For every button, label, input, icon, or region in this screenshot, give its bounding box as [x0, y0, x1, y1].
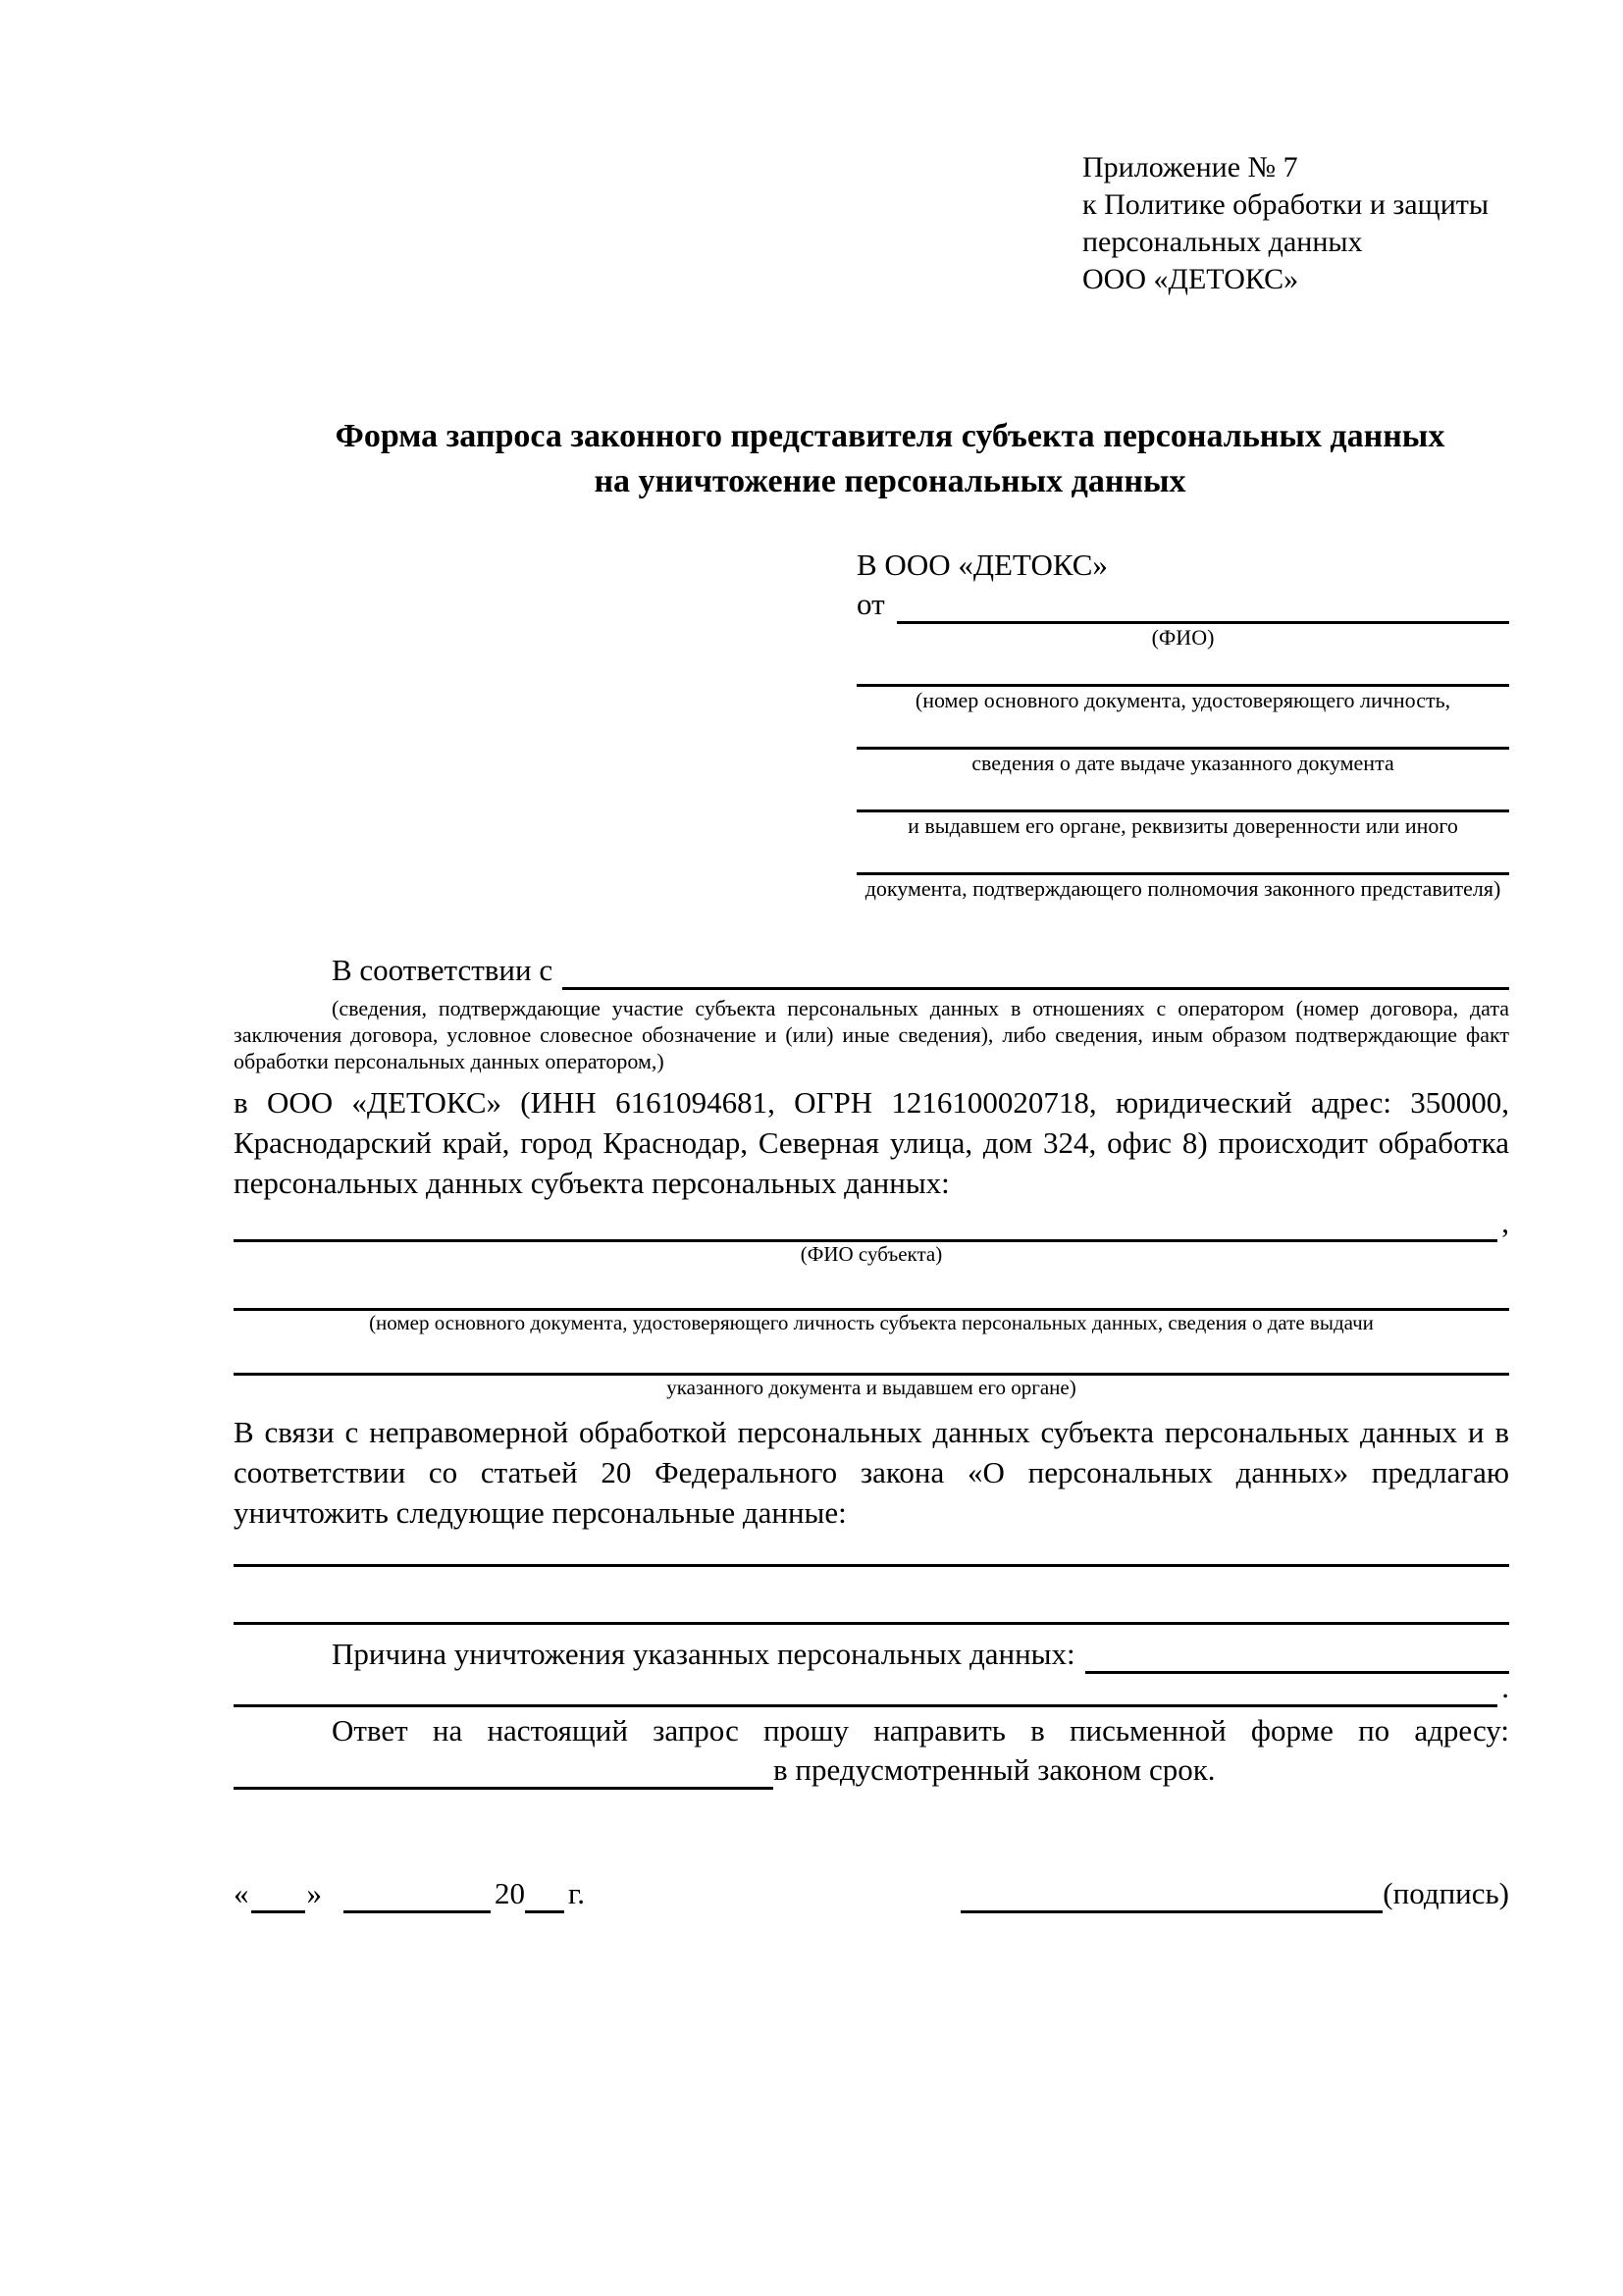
blank-underline-1	[234, 1564, 1509, 1567]
response-address-line	[234, 1750, 1509, 1790]
doc-caption-2: сведения о дате выдаче указанного документа	[971, 751, 1394, 775]
from-line	[857, 585, 1509, 624]
signature-row	[234, 1870, 1509, 1913]
year-underline	[525, 1910, 564, 1913]
signature-caption: (подпись)	[1383, 1876, 1509, 1910]
date-quote-close: »	[306, 1876, 322, 1910]
accordance-underline	[562, 987, 1509, 990]
date-group	[234, 1874, 585, 1913]
blank-underline-2	[234, 1622, 1509, 1625]
addressee-block	[857, 546, 1509, 902]
response-paragraph: Ответ на настоящий запрос прошу направить в письменной форме по адресу:	[332, 1713, 1509, 1748]
reason-continuation-underline	[234, 1704, 1497, 1707]
year-prefix: 20	[495, 1876, 525, 1910]
reason-line	[234, 1635, 1509, 1674]
appendix-header-line: к Политике обработки и защиты	[1082, 188, 1490, 221]
title-line-1: Форма запроса законного представителя субъекта персональных данных	[335, 418, 1445, 454]
subject-fio-caption: (ФИО субъекта)	[800, 1242, 943, 1266]
signature-group	[961, 1874, 1509, 1913]
doc-caption-4: документа, подтверждающего полномочия законного представителя)	[864, 876, 1501, 901]
accordance-lead: В соответствии с	[332, 953, 553, 987]
accordance-note: (сведения, подтверждающие участие субъекта персональных данных в отношениях с оператором (номер договора, дата заключения договора, условное словесное обозначение и (или) иные сведения), либо сведения, иным образом подтверждающие факт обработки персональных данных оператором,)	[234, 996, 1509, 1073]
accordance-line	[234, 951, 1509, 990]
date-quote-open: «	[234, 1876, 249, 1910]
subject-fio-line	[234, 1205, 1509, 1242]
title-line-2: на уничтожение персональных данных	[594, 463, 1186, 499]
day-underline	[251, 1910, 305, 1913]
subject-comma: ,	[1501, 1205, 1509, 1239]
operator-paragraph: в ООО «ДЕТОКС» (ИНН 6161094681, ОГРН 1216100020718, юридический адрес: 350000, Краснодарский край, город Краснодар, Северная улица, дом 324, офис 8) происходит обработка персональных данных субъекта персональных данных:	[234, 1085, 1509, 1200]
appendix-header-line: персональных данных	[1082, 226, 1363, 258]
doc-caption-3: и выдавшем его органе, реквизиты доверенности или иного	[908, 813, 1458, 838]
request-paragraph: В связи с неправомерной обработкой персональных данных субъекта персональных данных и в соответствии со статьей 20 Федерального закона «О персональных данных» предлагаю уничтожить следующие персональные данные:	[234, 1415, 1509, 1530]
subject-doc-caption-2: указанного документа и выдавшем его органе)	[666, 1376, 1076, 1399]
addressee-to: В ООО «ДЕТОКС»	[857, 548, 1108, 582]
year-suffix: г.	[568, 1876, 585, 1910]
subject-doc-caption-1: (номер основного документа, удостоверяющего личность субъекта персональных данных, сведения о дате выдачи	[369, 1311, 1374, 1334]
appendix-header	[1082, 149, 1509, 298]
month-underline	[343, 1910, 491, 1913]
appendix-header-line: ООО «ДЕТОКС»	[1082, 263, 1299, 295]
document-title	[194, 414, 1586, 504]
appendix-header-line: Приложение № 7	[1082, 151, 1298, 183]
reason-label: Причина уничтожения указанных персональных данных:	[332, 1637, 1075, 1671]
address-underline	[234, 1787, 773, 1790]
reason-underline	[1085, 1671, 1509, 1674]
signature-underline	[961, 1910, 1383, 1913]
doc-caption-1: (номер основного документа, удостоверяющего личность,	[915, 688, 1451, 712]
reason-period: .	[1501, 1670, 1509, 1704]
fio-caption: (ФИО)	[1151, 625, 1215, 650]
from-label: от	[857, 587, 885, 621]
reason-continuation-line	[234, 1670, 1509, 1707]
response-tail: в предусмотренный законом срок.	[773, 1752, 1216, 1787]
